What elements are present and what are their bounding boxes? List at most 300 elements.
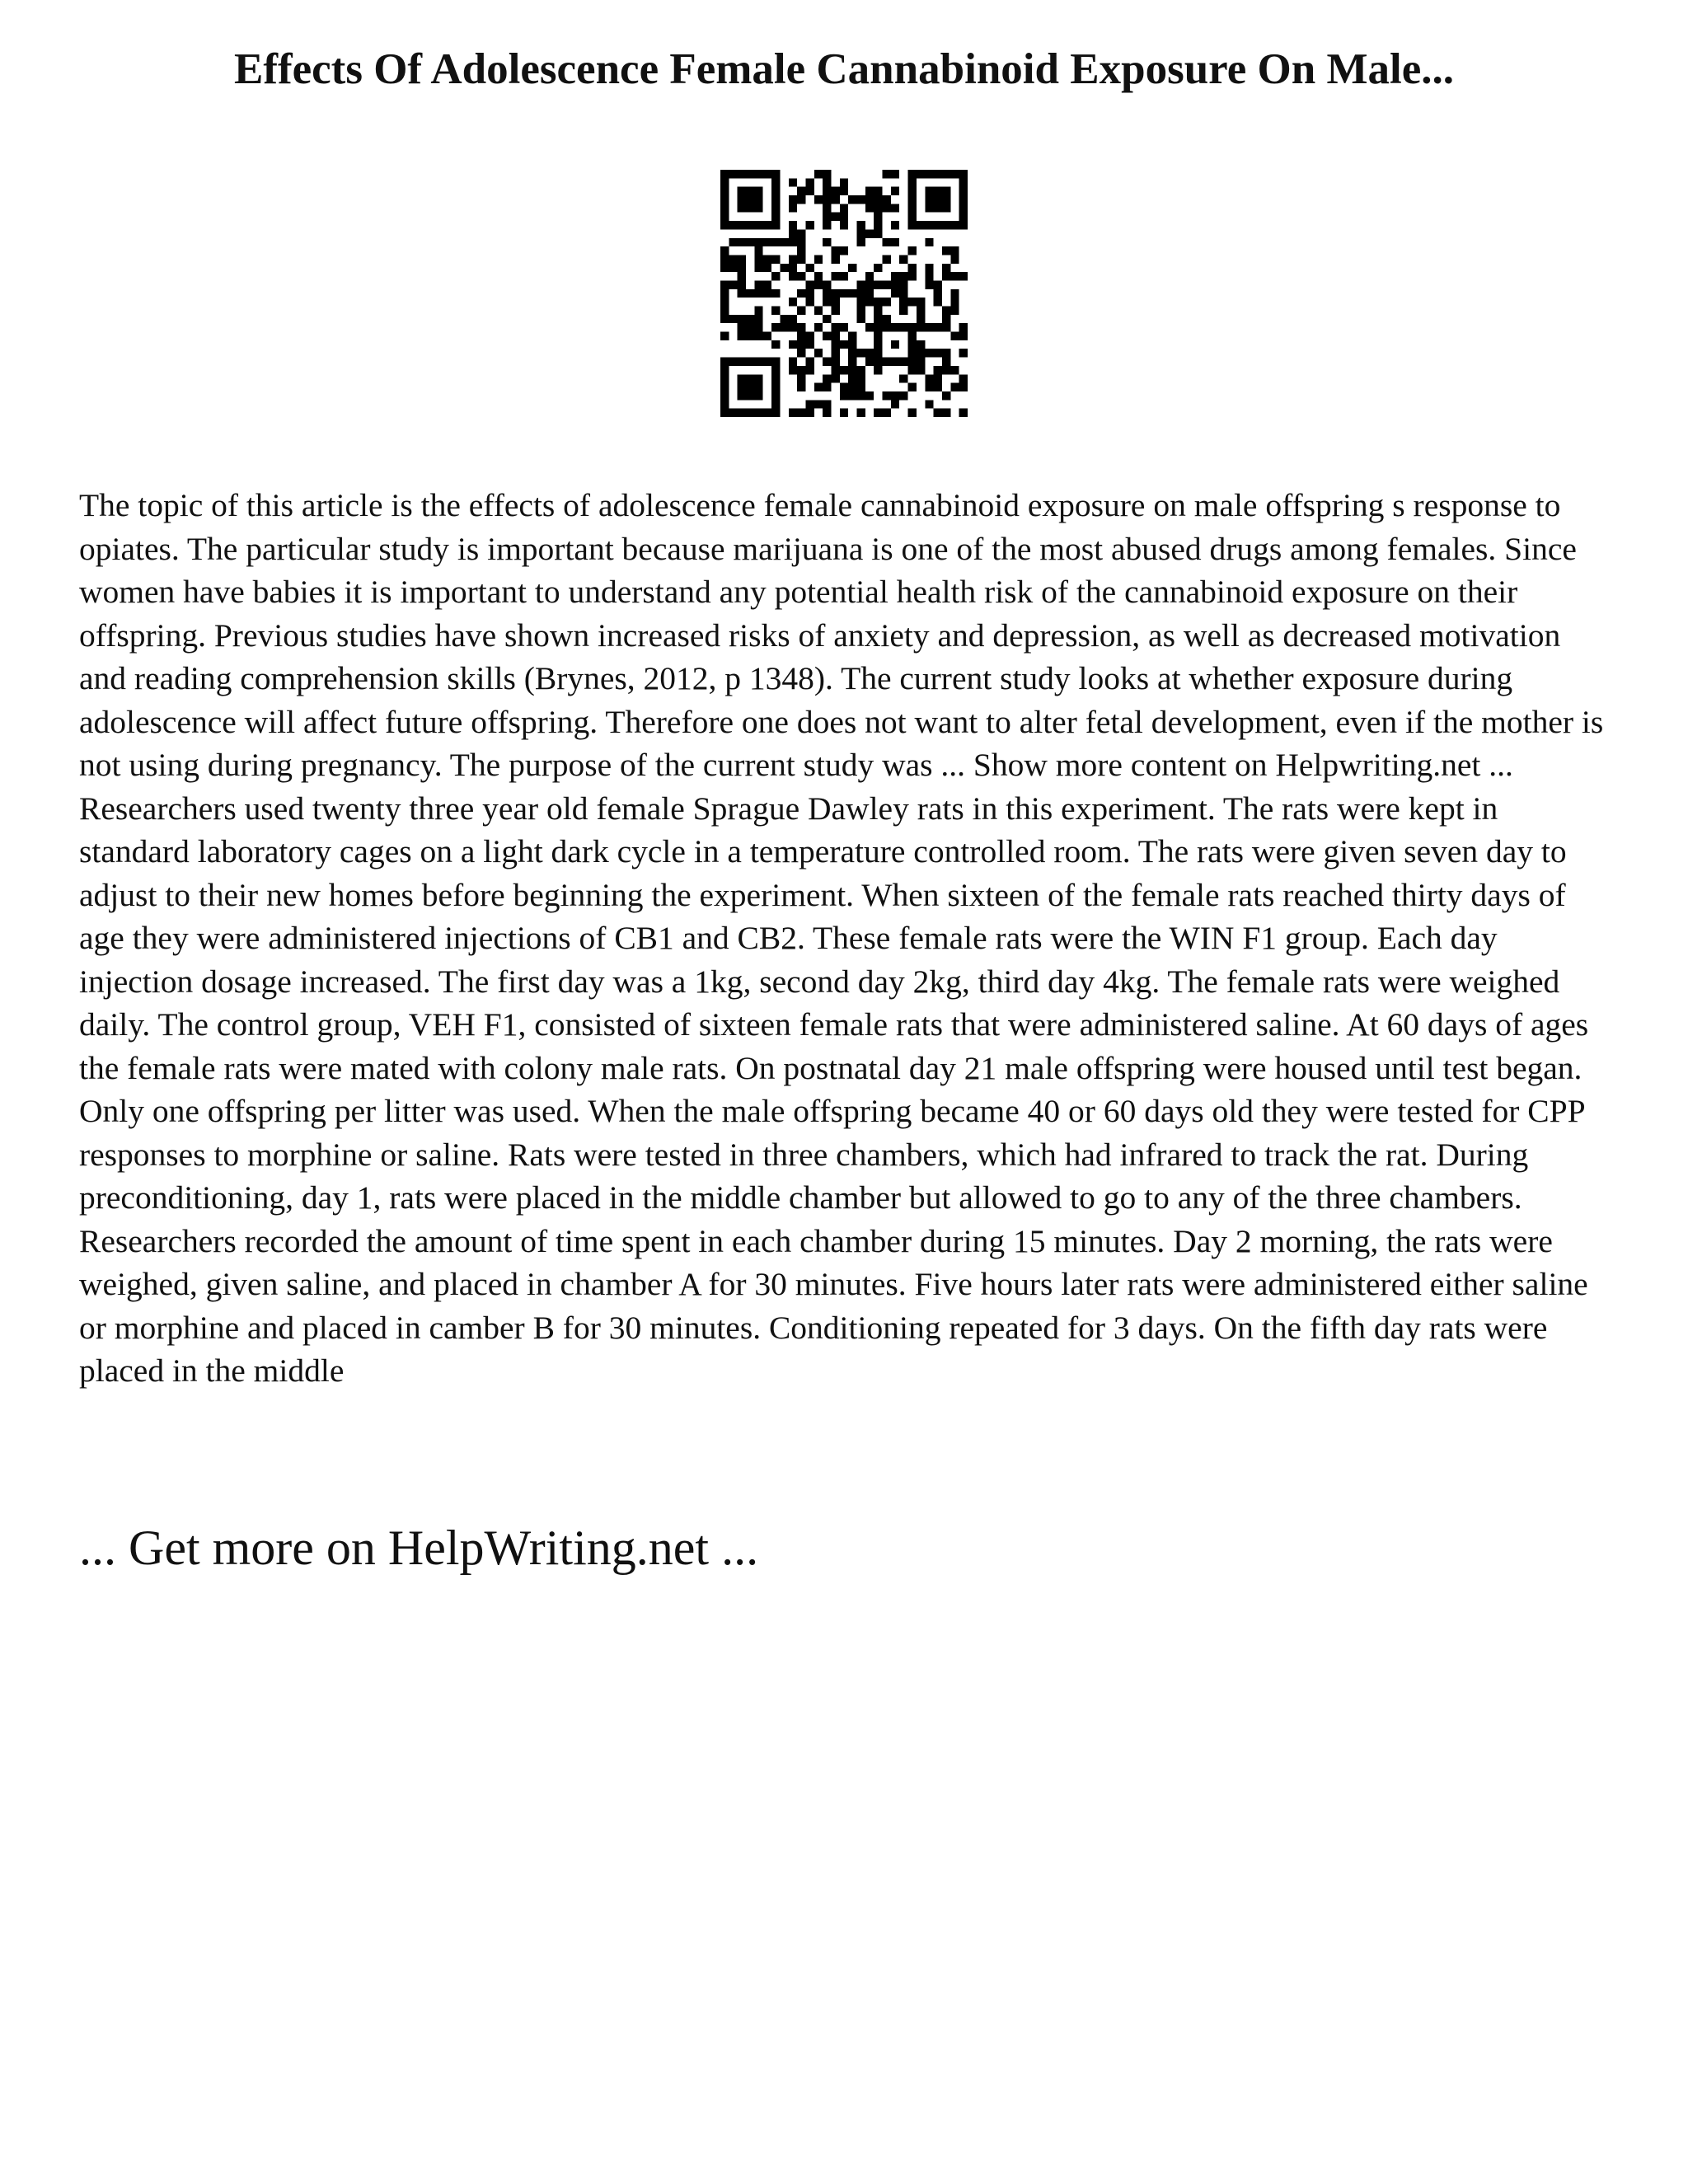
qr-module	[831, 366, 839, 374]
qr-module	[823, 204, 831, 212]
qr-module	[891, 187, 899, 195]
qr-module	[865, 349, 874, 357]
qr-module	[917, 340, 925, 349]
qr-module	[763, 170, 771, 178]
qr-module	[789, 409, 797, 417]
qr-module	[874, 358, 882, 366]
qr-module	[925, 187, 933, 195]
qr-module	[763, 409, 771, 417]
qr-module	[959, 204, 968, 212]
qr-module	[789, 204, 797, 212]
qr-module	[865, 289, 874, 298]
qr-module	[840, 383, 848, 391]
qr-module	[754, 195, 762, 204]
qr-module	[823, 280, 831, 288]
qr-module	[805, 340, 814, 349]
qr-module	[771, 358, 780, 366]
qr-module	[831, 332, 839, 340]
qr-module	[840, 366, 848, 374]
qr-module	[805, 264, 814, 272]
qr-module	[883, 323, 891, 331]
qr-module	[840, 221, 848, 229]
qr-module	[925, 238, 933, 246]
qr-module	[950, 221, 959, 229]
qr-module	[891, 221, 899, 229]
qr-module	[763, 358, 771, 366]
qr-module	[823, 298, 831, 306]
qr-module	[942, 204, 950, 212]
qr-module	[942, 307, 950, 315]
qr-module	[738, 238, 746, 246]
qr-module	[934, 349, 942, 357]
qr-module	[908, 187, 917, 195]
qr-module	[720, 358, 729, 366]
qr-module	[865, 280, 874, 288]
qr-module	[720, 187, 729, 195]
qr-module	[831, 213, 839, 221]
qr-module	[874, 229, 882, 237]
qr-module	[754, 187, 762, 195]
qr-module	[754, 246, 762, 255]
qr-module	[780, 264, 788, 272]
qr-module	[720, 409, 729, 417]
qr-module	[797, 187, 805, 195]
get-more-link[interactable]: ... Get more on HelpWriting.net ...	[79, 1521, 759, 1575]
qr-module	[908, 358, 917, 366]
qr-module	[805, 298, 814, 306]
qr-module	[763, 264, 771, 272]
qr-module	[720, 221, 729, 229]
qr-module	[934, 289, 942, 298]
qr-module	[823, 400, 831, 408]
qr-module	[934, 374, 942, 382]
qr-module	[840, 187, 848, 195]
qr-module	[738, 272, 746, 280]
qr-module	[883, 238, 891, 246]
qr-module	[746, 332, 754, 340]
qr-module	[840, 213, 848, 221]
qr-module	[865, 229, 874, 237]
qr-module	[883, 204, 891, 212]
qr-module	[908, 383, 917, 391]
qr-module	[771, 213, 780, 221]
qr-module	[729, 238, 737, 246]
qr-module	[814, 195, 823, 204]
qr-module	[925, 195, 933, 204]
qr-module	[934, 323, 942, 331]
qr-module	[720, 366, 729, 374]
qr-module	[917, 323, 925, 331]
qr-module	[950, 255, 959, 263]
qr-module	[840, 409, 848, 417]
qr-module	[831, 255, 839, 263]
qr-module	[814, 323, 823, 331]
qr-module	[738, 358, 746, 366]
qr-module	[925, 374, 933, 382]
qr-module	[959, 221, 968, 229]
qr-module	[771, 255, 780, 263]
qr-module	[771, 204, 780, 212]
qr-module	[891, 340, 899, 349]
qr-module	[780, 323, 788, 331]
qr-module	[814, 307, 823, 315]
qr-module	[908, 409, 917, 417]
qr-module	[874, 323, 882, 331]
qr-module	[789, 229, 797, 237]
qr-module	[950, 307, 959, 315]
qr-module	[720, 246, 729, 255]
qr-module	[746, 374, 754, 382]
qr-module	[908, 221, 917, 229]
qr-module	[857, 409, 865, 417]
qr-module	[814, 255, 823, 263]
qr-module	[763, 238, 771, 246]
qr-module	[942, 409, 950, 417]
qr-module	[720, 383, 729, 391]
qr-module	[883, 195, 891, 204]
qr-module	[950, 298, 959, 306]
qr-module	[823, 170, 831, 178]
qr-module	[780, 238, 788, 246]
qr-module	[865, 187, 874, 195]
qr-module	[840, 289, 848, 298]
qr-module	[797, 409, 805, 417]
qr-module	[754, 221, 762, 229]
qr-module	[848, 391, 856, 400]
qr-module	[925, 272, 933, 280]
qr-module	[720, 391, 729, 400]
qr-module	[771, 289, 780, 298]
qr-module	[857, 289, 865, 298]
qr-module	[883, 280, 891, 288]
qr-module	[823, 383, 831, 391]
qr-module	[763, 221, 771, 229]
qr-module	[754, 315, 762, 323]
qr-module	[754, 374, 762, 382]
qr-module	[950, 383, 959, 391]
qr-module	[848, 340, 856, 349]
qr-module	[720, 264, 729, 272]
qr-module	[814, 349, 823, 357]
qr-module	[780, 315, 788, 323]
qr-module	[942, 246, 950, 255]
qr-module	[738, 374, 746, 382]
qr-module	[840, 391, 848, 400]
qr-module	[729, 221, 737, 229]
qr-module	[874, 409, 882, 417]
qr-module	[738, 195, 746, 204]
qr-module	[754, 307, 762, 315]
qr-module	[754, 358, 762, 366]
qr-module	[738, 255, 746, 263]
qr-module	[950, 272, 959, 280]
qr-module	[908, 349, 917, 357]
qr-module	[865, 195, 874, 204]
qr-module	[874, 204, 882, 212]
qr-module	[942, 366, 950, 374]
qr-module	[857, 195, 865, 204]
qr-module	[891, 280, 899, 288]
qr-module	[738, 323, 746, 331]
qr-module	[934, 280, 942, 288]
qr-module	[840, 323, 848, 331]
qr-module	[720, 213, 729, 221]
qr-module	[874, 280, 882, 288]
qr-module	[874, 349, 882, 357]
qr-module	[908, 246, 917, 255]
qr-module	[950, 289, 959, 298]
qr-module	[925, 264, 933, 272]
qr-module	[754, 170, 762, 178]
qr-module	[823, 315, 831, 323]
qr-module	[874, 187, 882, 195]
qr-module	[797, 383, 805, 391]
qr-module	[789, 255, 797, 263]
qr-module	[917, 315, 925, 323]
qr-module	[746, 358, 754, 366]
qr-module	[789, 366, 797, 374]
qr-module	[771, 391, 780, 400]
qr-module	[746, 289, 754, 298]
qr-module	[771, 366, 780, 374]
qr-module	[899, 391, 907, 400]
qr-module	[805, 221, 814, 229]
qr-module	[959, 409, 968, 417]
qr-module	[925, 349, 933, 357]
qr-module	[959, 383, 968, 391]
qr-module	[908, 264, 917, 272]
qr-module	[874, 340, 882, 349]
qr-code-icon	[720, 170, 968, 417]
qr-module	[874, 264, 882, 272]
qr-module	[729, 315, 737, 323]
qr-module	[908, 178, 917, 186]
qr-module	[857, 391, 865, 400]
qr-module	[857, 383, 865, 391]
qr-module	[917, 221, 925, 229]
qr-module	[899, 307, 907, 315]
qr-module	[771, 409, 780, 417]
qr-module	[771, 307, 780, 315]
qr-module	[908, 366, 917, 374]
qr-module	[865, 358, 874, 366]
qr-module	[754, 238, 762, 246]
qr-module	[729, 170, 737, 178]
qr-module	[789, 264, 797, 272]
qr-module	[805, 289, 814, 298]
qr-module	[848, 366, 856, 374]
qr-module	[899, 280, 907, 288]
qr-module	[934, 195, 942, 204]
qr-module	[891, 289, 899, 298]
qr-module	[789, 358, 797, 366]
qr-module	[746, 195, 754, 204]
qr-module	[720, 400, 729, 408]
qr-module	[746, 204, 754, 212]
qr-module	[959, 349, 968, 357]
qr-module	[720, 298, 729, 306]
qr-module	[857, 307, 865, 315]
qr-module	[891, 358, 899, 366]
qr-module	[950, 246, 959, 255]
qr-module	[934, 221, 942, 229]
qr-module	[797, 229, 805, 237]
qr-module	[950, 170, 959, 178]
qr-module	[848, 289, 856, 298]
qr-module	[831, 289, 839, 298]
page-title: Effects Of Adolescence Female Cannabinoid Exposure On Male...	[233, 45, 1454, 93]
qr-module	[917, 307, 925, 315]
qr-module	[720, 280, 729, 288]
qr-module	[823, 187, 831, 195]
qr-module	[797, 255, 805, 263]
qr-module	[738, 170, 746, 178]
qr-module	[720, 255, 729, 263]
qr-module	[771, 323, 780, 331]
qr-module	[934, 409, 942, 417]
qr-module	[857, 221, 865, 229]
qr-module	[720, 195, 729, 204]
qr-module	[797, 374, 805, 382]
qr-module	[891, 400, 899, 408]
qr-module	[746, 238, 754, 246]
qr-module	[942, 170, 950, 178]
qr-module	[840, 204, 848, 212]
qr-module	[925, 323, 933, 331]
qr-module	[823, 374, 831, 382]
qr-module	[789, 272, 797, 280]
qr-module	[942, 358, 950, 366]
qr-module	[942, 391, 950, 400]
qr-module	[771, 400, 780, 408]
qr-module	[720, 315, 729, 323]
qr-module	[823, 178, 831, 186]
qr-module	[942, 187, 950, 195]
qr-module	[720, 170, 729, 178]
qr-module	[874, 221, 882, 229]
qr-module	[823, 332, 831, 340]
qr-module	[805, 332, 814, 340]
qr-module	[925, 221, 933, 229]
qr-module	[805, 178, 814, 186]
qr-module	[865, 323, 874, 331]
qr-module	[746, 187, 754, 195]
qr-module	[848, 374, 856, 382]
qr-module	[857, 280, 865, 288]
qr-module	[831, 307, 839, 315]
qr-module	[908, 332, 917, 340]
qr-module	[891, 272, 899, 280]
qr-module	[908, 195, 917, 204]
qr-module	[771, 170, 780, 178]
qr-module	[831, 323, 839, 331]
qr-module	[899, 272, 907, 280]
qr-module	[720, 289, 729, 298]
qr-module	[840, 246, 848, 255]
qr-module	[857, 298, 865, 306]
qr-module	[814, 280, 823, 288]
qr-module	[917, 349, 925, 357]
qr-module	[738, 332, 746, 340]
qr-module	[950, 366, 959, 374]
qr-module	[883, 170, 891, 178]
qr-module	[720, 374, 729, 382]
qr-module	[729, 409, 737, 417]
qr-module	[746, 323, 754, 331]
qr-module	[763, 289, 771, 298]
qr-module	[925, 400, 933, 408]
qr-module	[771, 187, 780, 195]
qr-module	[840, 178, 848, 186]
qr-module	[754, 204, 762, 212]
qr-module	[754, 264, 762, 272]
qr-module	[738, 391, 746, 400]
qr-module	[754, 323, 762, 331]
qr-module	[959, 195, 968, 204]
qr-module	[883, 255, 891, 263]
qr-module	[771, 340, 780, 349]
qr-module	[865, 298, 874, 306]
qr-module	[908, 323, 917, 331]
qr-module	[789, 178, 797, 186]
qr-module	[934, 383, 942, 391]
qr-module	[797, 246, 805, 255]
qr-module	[883, 298, 891, 306]
qr-module	[746, 315, 754, 323]
qr-module	[942, 349, 950, 357]
qr-module	[917, 298, 925, 306]
qr-module	[797, 272, 805, 280]
qr-module	[738, 264, 746, 272]
qr-module	[789, 195, 797, 204]
qr-module	[865, 391, 874, 400]
qr-module	[814, 400, 823, 408]
qr-module	[763, 255, 771, 263]
qr-module	[789, 221, 797, 229]
qr-module	[917, 170, 925, 178]
qr-module	[848, 349, 856, 357]
qr-module	[874, 307, 882, 315]
qr-module	[942, 323, 950, 331]
qr-module	[959, 332, 968, 340]
qr-module	[831, 246, 839, 255]
qr-module	[738, 221, 746, 229]
qr-module	[857, 349, 865, 357]
qr-module	[857, 238, 865, 246]
qr-module	[771, 383, 780, 391]
qr-module	[738, 409, 746, 417]
qr-module	[899, 358, 907, 366]
qr-module	[883, 315, 891, 323]
qr-module	[754, 409, 762, 417]
qr-module	[950, 332, 959, 340]
qr-module	[874, 332, 882, 340]
qr-module	[925, 280, 933, 288]
qr-module	[823, 221, 831, 229]
qr-module	[874, 195, 882, 204]
qr-module	[883, 391, 891, 400]
qr-module	[899, 323, 907, 331]
qr-module	[908, 272, 917, 280]
qr-module	[797, 238, 805, 246]
qr-module	[754, 289, 762, 298]
qr-module	[917, 358, 925, 366]
qr-module	[959, 374, 968, 382]
qr-module	[891, 323, 899, 331]
qr-module	[797, 332, 805, 340]
qr-module	[823, 238, 831, 246]
qr-module	[831, 298, 839, 306]
